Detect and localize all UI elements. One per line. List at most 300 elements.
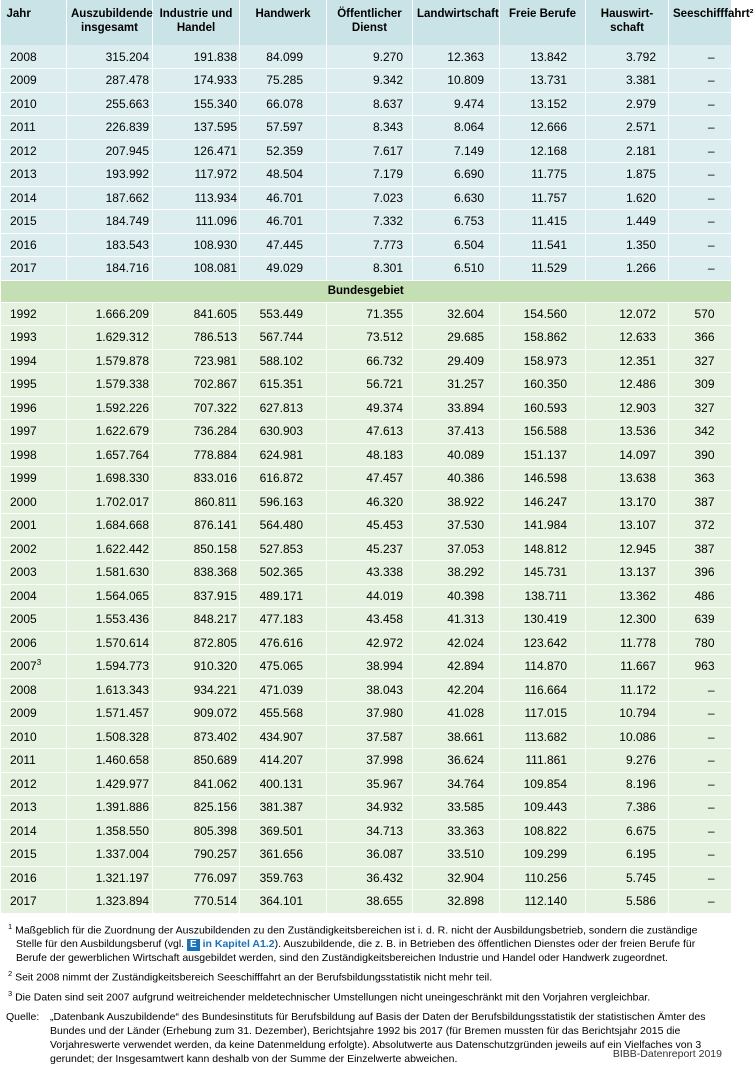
value-cell: 7.149 xyxy=(413,139,500,163)
value-cell: – xyxy=(669,69,731,93)
year-cell xyxy=(1,514,67,538)
year-value: 2009 xyxy=(10,73,37,87)
table-row xyxy=(1,725,731,749)
value-cell: 12.486 xyxy=(586,373,669,397)
year-cell xyxy=(1,467,67,491)
value-cell: 12.363 xyxy=(413,45,500,69)
year-cell xyxy=(1,678,67,702)
value-cell: 471.039 xyxy=(240,678,327,702)
table-row xyxy=(1,186,731,210)
value-cell: 32.604 xyxy=(413,302,500,326)
year-cell xyxy=(1,326,67,350)
value-cell: 1.592.226 xyxy=(67,396,153,420)
column-header: Jahr xyxy=(1,0,67,45)
table-row xyxy=(1,608,731,632)
value-cell: 13.170 xyxy=(586,490,669,514)
value-cell: 49.029 xyxy=(240,257,327,281)
value-cell: 616.872 xyxy=(240,467,327,491)
table-row xyxy=(1,537,731,561)
year-value: 2009 xyxy=(10,706,37,720)
value-cell: 56.721 xyxy=(327,373,413,397)
value-cell: 707.322 xyxy=(153,396,240,420)
value-cell: 1.629.312 xyxy=(67,326,153,350)
year-value: 2012 xyxy=(10,144,37,158)
value-cell: 381.387 xyxy=(240,796,327,820)
year-cell xyxy=(1,537,67,561)
value-cell: 38.994 xyxy=(327,655,413,679)
year-value: 2014 xyxy=(10,191,37,205)
year-cell xyxy=(1,490,67,514)
value-cell: 113.682 xyxy=(500,725,586,749)
value-cell: 37.053 xyxy=(413,537,500,561)
value-cell: 32.904 xyxy=(413,866,500,890)
year-cell xyxy=(1,116,67,140)
year-value: 2016 xyxy=(10,871,37,885)
value-cell: 387 xyxy=(669,490,731,514)
value-cell: 138.711 xyxy=(500,584,586,608)
value-cell: 841.062 xyxy=(153,772,240,796)
footnote-2-text: Seit 2008 nimmt der Zuständigkeitsbereich Seeschifffahrt an der Berufsbildungsstatistik nicht mehr teil. xyxy=(15,972,492,984)
value-cell: 42.972 xyxy=(327,631,413,655)
value-cell: 624.981 xyxy=(240,443,327,467)
value-cell: 963 xyxy=(669,655,731,679)
value-cell: 342 xyxy=(669,420,731,444)
value-cell: 32.898 xyxy=(413,890,500,914)
value-cell: 73.512 xyxy=(327,326,413,350)
value-cell: 11.667 xyxy=(586,655,669,679)
value-cell: 33.510 xyxy=(413,843,500,867)
value-cell: 117.015 xyxy=(500,702,586,726)
table-row xyxy=(1,749,731,773)
value-cell: 1.460.658 xyxy=(67,749,153,773)
value-cell: 11.529 xyxy=(500,257,586,281)
value-cell: 11.778 xyxy=(586,631,669,655)
value-cell: 1.449 xyxy=(586,210,669,234)
value-cell: 75.285 xyxy=(240,69,327,93)
value-cell: 12.633 xyxy=(586,326,669,350)
year-cell xyxy=(1,233,67,257)
column-header: Industrie und Handel xyxy=(153,0,240,45)
table-row xyxy=(1,349,731,373)
value-cell: 155.340 xyxy=(153,92,240,116)
value-cell: 187.662 xyxy=(67,186,153,210)
value-cell: – xyxy=(669,749,731,773)
footnotes xyxy=(0,914,730,1066)
year-cell xyxy=(1,702,67,726)
value-cell: 14.097 xyxy=(586,443,669,467)
year-value: 2010 xyxy=(10,97,37,111)
year-cell xyxy=(1,163,67,187)
value-cell: 1.321.197 xyxy=(67,866,153,890)
value-cell: 11.775 xyxy=(500,163,586,187)
value-cell: 111.096 xyxy=(153,210,240,234)
value-cell: – xyxy=(669,233,731,257)
value-cell: 1.613.343 xyxy=(67,678,153,702)
value-cell: 109.299 xyxy=(500,843,586,867)
value-cell: 38.043 xyxy=(327,678,413,702)
value-cell: – xyxy=(669,163,731,187)
value-cell: 11.415 xyxy=(500,210,586,234)
value-cell: 123.642 xyxy=(500,631,586,655)
value-cell: 13.107 xyxy=(586,514,669,538)
table-row xyxy=(1,843,731,867)
value-cell: 1.571.457 xyxy=(67,702,153,726)
year-value: 2015 xyxy=(10,847,37,861)
value-cell: 29.685 xyxy=(413,326,500,350)
value-cell: 183.543 xyxy=(67,233,153,257)
value-cell: 7.617 xyxy=(327,139,413,163)
section-label: Bundesgebiet xyxy=(1,280,731,302)
table-row xyxy=(1,678,731,702)
value-cell: 11.172 xyxy=(586,678,669,702)
value-cell: 736.284 xyxy=(153,420,240,444)
table-row xyxy=(1,396,731,420)
value-cell: 111.861 xyxy=(500,749,586,773)
year-value: 2005 xyxy=(10,612,37,626)
value-cell: 8.637 xyxy=(327,92,413,116)
value-cell: 13.137 xyxy=(586,561,669,585)
value-cell: 364.101 xyxy=(240,890,327,914)
value-cell: 489.171 xyxy=(240,584,327,608)
section-separator-row xyxy=(1,280,731,302)
value-cell: 1.622.442 xyxy=(67,537,153,561)
value-cell: 8.343 xyxy=(327,116,413,140)
year-value: 2013 xyxy=(10,800,37,814)
value-cell: 1.350 xyxy=(586,233,669,257)
value-cell: 36.624 xyxy=(413,749,500,773)
value-cell: 1.323.894 xyxy=(67,890,153,914)
value-cell: 702.867 xyxy=(153,373,240,397)
value-cell: 327 xyxy=(669,396,731,420)
value-cell: 909.072 xyxy=(153,702,240,726)
value-cell: 476.616 xyxy=(240,631,327,655)
value-cell: 723.981 xyxy=(153,349,240,373)
value-cell: 43.338 xyxy=(327,561,413,585)
footnote-1-text-a: Maßgeblich für die Zuordnung der Auszubildenden zu den Zuständigkeitsbereichen ist i. d. R. nicht der Ausbildungsbetrieb, sondern die zuständige Stelle für den Ausbildungsberuf (vgl. xyxy=(15,924,697,950)
header-row xyxy=(1,0,731,45)
year-cell xyxy=(1,608,67,632)
column-header: Handwerk xyxy=(240,0,327,45)
value-cell: 553.449 xyxy=(240,302,327,326)
value-cell: 1.581.630 xyxy=(67,561,153,585)
value-cell: 137.595 xyxy=(153,116,240,140)
value-cell: 6.675 xyxy=(586,819,669,843)
value-cell: 47.457 xyxy=(327,467,413,491)
value-cell: 486 xyxy=(669,584,731,608)
table-row xyxy=(1,257,731,281)
footnote-2 xyxy=(6,967,724,985)
value-cell: 13.842 xyxy=(500,45,586,69)
table-row xyxy=(1,514,731,538)
value-cell: 130.419 xyxy=(500,608,586,632)
value-cell: 396 xyxy=(669,561,731,585)
value-cell: 3.792 xyxy=(586,45,669,69)
value-cell: 154.560 xyxy=(500,302,586,326)
value-cell: 1.875 xyxy=(586,163,669,187)
year-cell xyxy=(1,139,67,163)
footnote-3-text: Die Daten sind seit 2007 aufgrund weitreichender meldetechnischer Umstellungen nicht uneingeschränkt mit den Vorjahren vergleichbar. xyxy=(15,991,650,1003)
value-cell: 37.587 xyxy=(327,725,413,749)
value-cell: 1.570.614 xyxy=(67,631,153,655)
value-cell: 7.179 xyxy=(327,163,413,187)
value-cell: 37.413 xyxy=(413,420,500,444)
value-cell: 35.967 xyxy=(327,772,413,796)
value-cell: 9.270 xyxy=(327,45,413,69)
value-cell: 38.655 xyxy=(327,890,413,914)
value-cell: 160.350 xyxy=(500,373,586,397)
year-cell xyxy=(1,843,67,867)
value-cell: – xyxy=(669,139,731,163)
value-cell: 1.684.668 xyxy=(67,514,153,538)
value-cell: 780 xyxy=(669,631,731,655)
year-value: 1996 xyxy=(10,401,37,415)
column-header: Auszubildende insgesamt xyxy=(67,0,153,45)
value-cell: 1.429.977 xyxy=(67,772,153,796)
table-row xyxy=(1,45,731,69)
value-cell: 372 xyxy=(669,514,731,538)
value-cell: 145.731 xyxy=(500,561,586,585)
value-cell: 502.365 xyxy=(240,561,327,585)
value-cell: 116.664 xyxy=(500,678,586,702)
year-value: 1999 xyxy=(10,471,37,485)
value-cell: 790.257 xyxy=(153,843,240,867)
value-cell: 11.541 xyxy=(500,233,586,257)
value-cell: 7.386 xyxy=(586,796,669,820)
year-value: 2014 xyxy=(10,824,37,838)
value-cell: 146.598 xyxy=(500,467,586,491)
table-row xyxy=(1,420,731,444)
value-cell: 184.749 xyxy=(67,210,153,234)
value-cell: 841.605 xyxy=(153,302,240,326)
table-row xyxy=(1,467,731,491)
value-cell: 45.453 xyxy=(327,514,413,538)
year-value: 2006 xyxy=(10,636,37,650)
year-cell xyxy=(1,725,67,749)
value-cell: – xyxy=(669,186,731,210)
value-cell: 13.731 xyxy=(500,69,586,93)
column-header: Landwirtschaft xyxy=(413,0,500,45)
value-cell: 2.571 xyxy=(586,116,669,140)
value-cell: 527.853 xyxy=(240,537,327,561)
year-value: 2004 xyxy=(10,589,37,603)
value-cell: – xyxy=(669,702,731,726)
table-row xyxy=(1,443,731,467)
value-cell: 13.152 xyxy=(500,92,586,116)
value-cell: 770.514 xyxy=(153,890,240,914)
value-cell: 1.702.017 xyxy=(67,490,153,514)
value-cell: 1.358.550 xyxy=(67,819,153,843)
year-cell xyxy=(1,584,67,608)
column-header: Freie Berufe xyxy=(500,0,586,45)
value-cell: 11.757 xyxy=(500,186,586,210)
value-cell: 455.568 xyxy=(240,702,327,726)
footnote-2-mark: 2 xyxy=(8,969,12,978)
value-cell: 588.102 xyxy=(240,349,327,373)
value-cell: 117.972 xyxy=(153,163,240,187)
value-cell: – xyxy=(669,116,731,140)
value-cell: 366 xyxy=(669,326,731,350)
value-cell: 42.894 xyxy=(413,655,500,679)
year-value: 2002 xyxy=(10,542,37,556)
column-header: Seeschifffahrt² xyxy=(669,0,731,45)
table-section-bundesgebiet xyxy=(1,280,731,913)
value-cell: 42.204 xyxy=(413,678,500,702)
value-cell: 38.922 xyxy=(413,490,500,514)
value-cell: – xyxy=(669,796,731,820)
year-cell xyxy=(1,631,67,655)
table-row xyxy=(1,631,731,655)
table-row xyxy=(1,69,731,93)
value-cell: 825.156 xyxy=(153,796,240,820)
glossary-e-icon[interactable]: E xyxy=(187,939,200,951)
value-cell: 12.666 xyxy=(500,116,586,140)
year-cell xyxy=(1,186,67,210)
value-cell: 49.374 xyxy=(327,396,413,420)
value-cell: 66.078 xyxy=(240,92,327,116)
value-cell: 833.016 xyxy=(153,467,240,491)
value-cell: 5.586 xyxy=(586,890,669,914)
value-cell: 46.320 xyxy=(327,490,413,514)
table-row xyxy=(1,92,731,116)
year-cell xyxy=(1,349,67,373)
value-cell: 934.221 xyxy=(153,678,240,702)
table-row xyxy=(1,772,731,796)
value-cell: 44.019 xyxy=(327,584,413,608)
value-cell: 34.932 xyxy=(327,796,413,820)
table-row xyxy=(1,866,731,890)
year-cell xyxy=(1,772,67,796)
footnote-3 xyxy=(6,987,724,1005)
value-cell: 158.862 xyxy=(500,326,586,350)
value-cell: 567.744 xyxy=(240,326,327,350)
publication-credit: BIBB-Datenreport 2019 xyxy=(613,1048,722,1060)
value-cell: 41.313 xyxy=(413,608,500,632)
value-cell: – xyxy=(669,866,731,890)
value-cell: 361.656 xyxy=(240,843,327,867)
value-cell: 615.351 xyxy=(240,373,327,397)
year-cell xyxy=(1,420,67,444)
source-label: Quelle: xyxy=(6,1010,50,1066)
year-value: 2010 xyxy=(10,730,37,744)
value-cell: 52.359 xyxy=(240,139,327,163)
year-cell xyxy=(1,373,67,397)
year-value: 1995 xyxy=(10,377,37,391)
value-cell: 38.661 xyxy=(413,725,500,749)
chapter-link[interactable]: in Kapitel A1.2 xyxy=(203,938,275,950)
year-value: 2000 xyxy=(10,495,37,509)
value-cell: 10.809 xyxy=(413,69,500,93)
value-cell: 40.386 xyxy=(413,467,500,491)
value-cell: 850.158 xyxy=(153,537,240,561)
year-cell xyxy=(1,302,67,326)
value-cell: – xyxy=(669,843,731,867)
value-cell: 778.884 xyxy=(153,443,240,467)
value-cell: 37.980 xyxy=(327,702,413,726)
table-row xyxy=(1,302,731,326)
value-cell: 148.812 xyxy=(500,537,586,561)
year-value: 2017 xyxy=(10,894,37,908)
year-cell xyxy=(1,561,67,585)
value-cell: 174.933 xyxy=(153,69,240,93)
value-cell: 31.257 xyxy=(413,373,500,397)
value-cell: 43.458 xyxy=(327,608,413,632)
value-cell: 1.698.330 xyxy=(67,467,153,491)
value-cell: 315.204 xyxy=(67,45,153,69)
value-cell: 66.732 xyxy=(327,349,413,373)
value-cell: 414.207 xyxy=(240,749,327,773)
value-cell: 477.183 xyxy=(240,608,327,632)
value-cell: 40.398 xyxy=(413,584,500,608)
value-cell: 838.368 xyxy=(153,561,240,585)
value-cell: 160.593 xyxy=(500,396,586,420)
value-cell: 876.141 xyxy=(153,514,240,538)
value-cell: 37.530 xyxy=(413,514,500,538)
value-cell: – xyxy=(669,257,731,281)
column-header: Öffentlicher Dienst xyxy=(327,0,413,45)
value-cell: 1.594.773 xyxy=(67,655,153,679)
value-cell: 36.432 xyxy=(327,866,413,890)
year-cell xyxy=(1,210,67,234)
footnote-mark: 3 xyxy=(37,658,41,667)
value-cell: 57.597 xyxy=(240,116,327,140)
value-cell: 113.934 xyxy=(153,186,240,210)
value-cell: 48.504 xyxy=(240,163,327,187)
year-value: 1992 xyxy=(10,307,37,321)
value-cell: 8.301 xyxy=(327,257,413,281)
year-value: 2012 xyxy=(10,777,37,791)
value-cell: 226.839 xyxy=(67,116,153,140)
value-cell: 786.513 xyxy=(153,326,240,350)
value-cell: 369.501 xyxy=(240,819,327,843)
value-cell: 390 xyxy=(669,443,731,467)
value-cell: 596.163 xyxy=(240,490,327,514)
value-cell: 41.028 xyxy=(413,702,500,726)
year-cell xyxy=(1,796,67,820)
value-cell: 84.099 xyxy=(240,45,327,69)
value-cell: – xyxy=(669,45,731,69)
value-cell: 33.894 xyxy=(413,396,500,420)
value-cell: 13.638 xyxy=(586,467,669,491)
value-cell: 10.794 xyxy=(586,702,669,726)
value-cell: 363 xyxy=(669,467,731,491)
value-cell: 475.065 xyxy=(240,655,327,679)
value-cell: – xyxy=(669,678,731,702)
value-cell: 46.701 xyxy=(240,186,327,210)
value-cell: 6.504 xyxy=(413,233,500,257)
value-cell: 46.701 xyxy=(240,210,327,234)
value-cell: 6.195 xyxy=(586,843,669,867)
value-cell: – xyxy=(669,92,731,116)
value-cell: 6.690 xyxy=(413,163,500,187)
year-value: 1998 xyxy=(10,448,37,462)
value-cell: – xyxy=(669,772,731,796)
value-cell: 639 xyxy=(669,608,731,632)
year-value: 2003 xyxy=(10,565,37,579)
value-cell: 40.089 xyxy=(413,443,500,467)
value-cell: 108.930 xyxy=(153,233,240,257)
value-cell: 255.663 xyxy=(67,92,153,116)
value-cell: 400.131 xyxy=(240,772,327,796)
value-cell: 8.064 xyxy=(413,116,500,140)
table-row xyxy=(1,210,731,234)
value-cell: 10.086 xyxy=(586,725,669,749)
value-cell: 627.813 xyxy=(240,396,327,420)
value-cell: 193.992 xyxy=(67,163,153,187)
value-cell: 48.183 xyxy=(327,443,413,467)
value-cell: 13.536 xyxy=(586,420,669,444)
value-cell: 1.266 xyxy=(586,257,669,281)
value-cell: 12.903 xyxy=(586,396,669,420)
